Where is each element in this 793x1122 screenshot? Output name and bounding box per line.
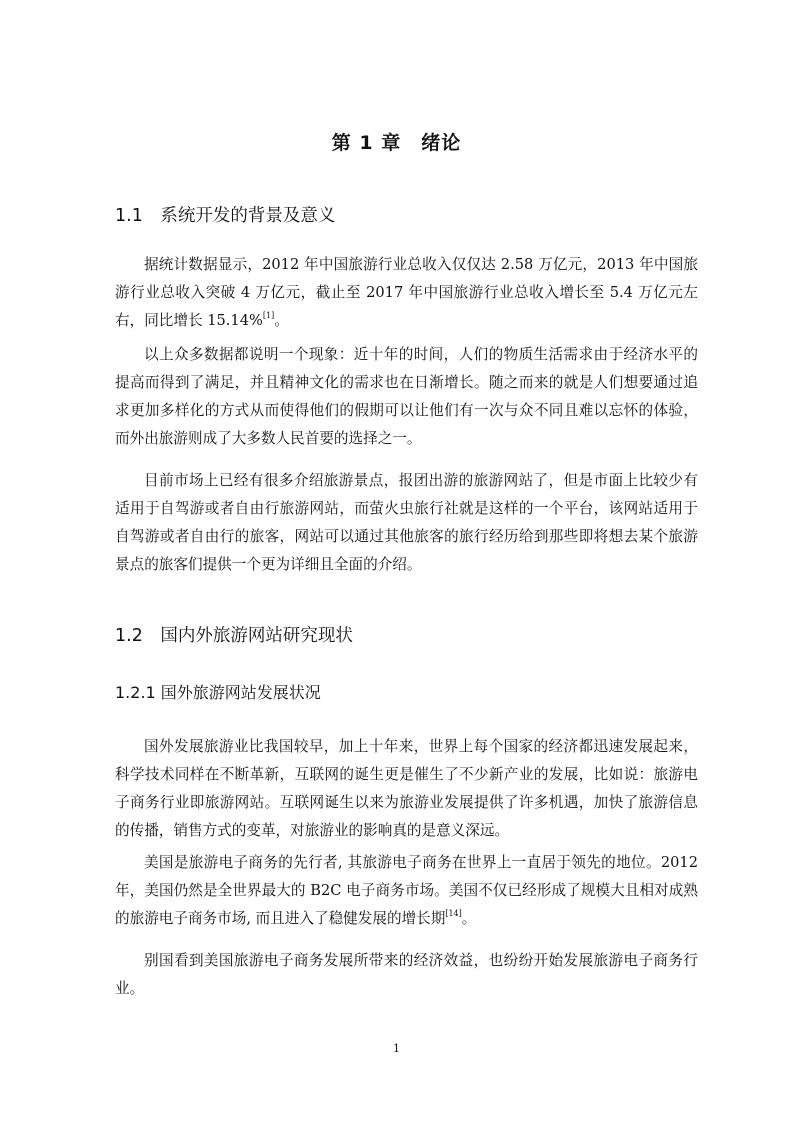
citation-1: [1]: [262, 311, 275, 320]
subsection-heading-1-2-1: 1.2.1 国外旅游网站发展状况: [115, 683, 321, 702]
page-number: 1: [393, 1042, 400, 1055]
paragraph-other-countries: 别国看到美国旅游电子商务发展所带来的经济效益，也纷纷开始发展旅游电子商务行业。: [115, 952, 698, 997]
paragraph-usa: [115, 849, 698, 933]
paragraph-text: 据统计数据显示，2012 年中国旅游行业总收入仅仅达 2.58 万亿元，2013 年中国旅游行业总收入突破 4 万亿元，截止至 2017 年中国旅游行业总收入增长至 5.4 万亿元左右，同比增长 15.14%: [115, 256, 698, 329]
paragraph-phenomenon: 以上众多数据都说明一个现象：近十年的时间，人们的物质生活需求由于经济水平的提高而得到了满足，并且精神文化的需求也在日渐增长。随之而来的就是人们想要通过追求更加多样化的方式从而使得他们的假期可以让他们有一次与众不同且难以忘怀的体验，而外出旅游则成了大多数人民首要的选择之一。: [115, 346, 698, 447]
chapter-title: 第 1 章 绪论: [331, 132, 462, 154]
paragraph-text: 美国是旅游电子商务的先行者, 其旅游电子商务在世界上一直居于领先的地位。2012 年，美国仍然是全世界最大的 B2C 电子商务市场。美国不仅已经形成了规模大且相对成熟的旅游电子商务市场, 而且进入了稳健发展的增长期: [115, 854, 698, 927]
paragraph-tail: 。: [461, 910, 477, 927]
paragraph-background-stats: [115, 251, 698, 335]
paragraph-tail: 。: [274, 312, 289, 329]
section-heading-1-1: 1.1 系统开发的背景及意义: [115, 206, 336, 226]
section-heading-1-2: 1.2 国内外旅游网站研究现状: [115, 626, 353, 646]
citation-14: [14]: [445, 909, 462, 918]
paragraph-market: 目前市场上已经有很多介绍旅游景点，报团出游的旅游网站了，但是市面上比较少有适用于自驾游或者自由行旅游网站，而萤火虫旅行社就是这样的一个平台，该网站适用于自驾游或者自由行的旅客，网站可以通过其他旅客的旅行经历给到那些即将想去某个旅游景点的旅客们提供一个更为详细且全面的介绍。: [115, 472, 698, 573]
paragraph-foreign-development: 国外发展旅游业比我国较早，加上十年来，世界上每个国家的经济都迅速发展起来，科学技术同样在不断革新，互联网的诞生更是催生了不少新产业的发展，比如说：旅游电子商务行业即旅游网站。互联网诞生以来为旅游业发展提供了许多机遇，加快了旅游信息的传播，销售方式的变革，对旅游业的影响真的是意义深远。: [115, 738, 698, 839]
